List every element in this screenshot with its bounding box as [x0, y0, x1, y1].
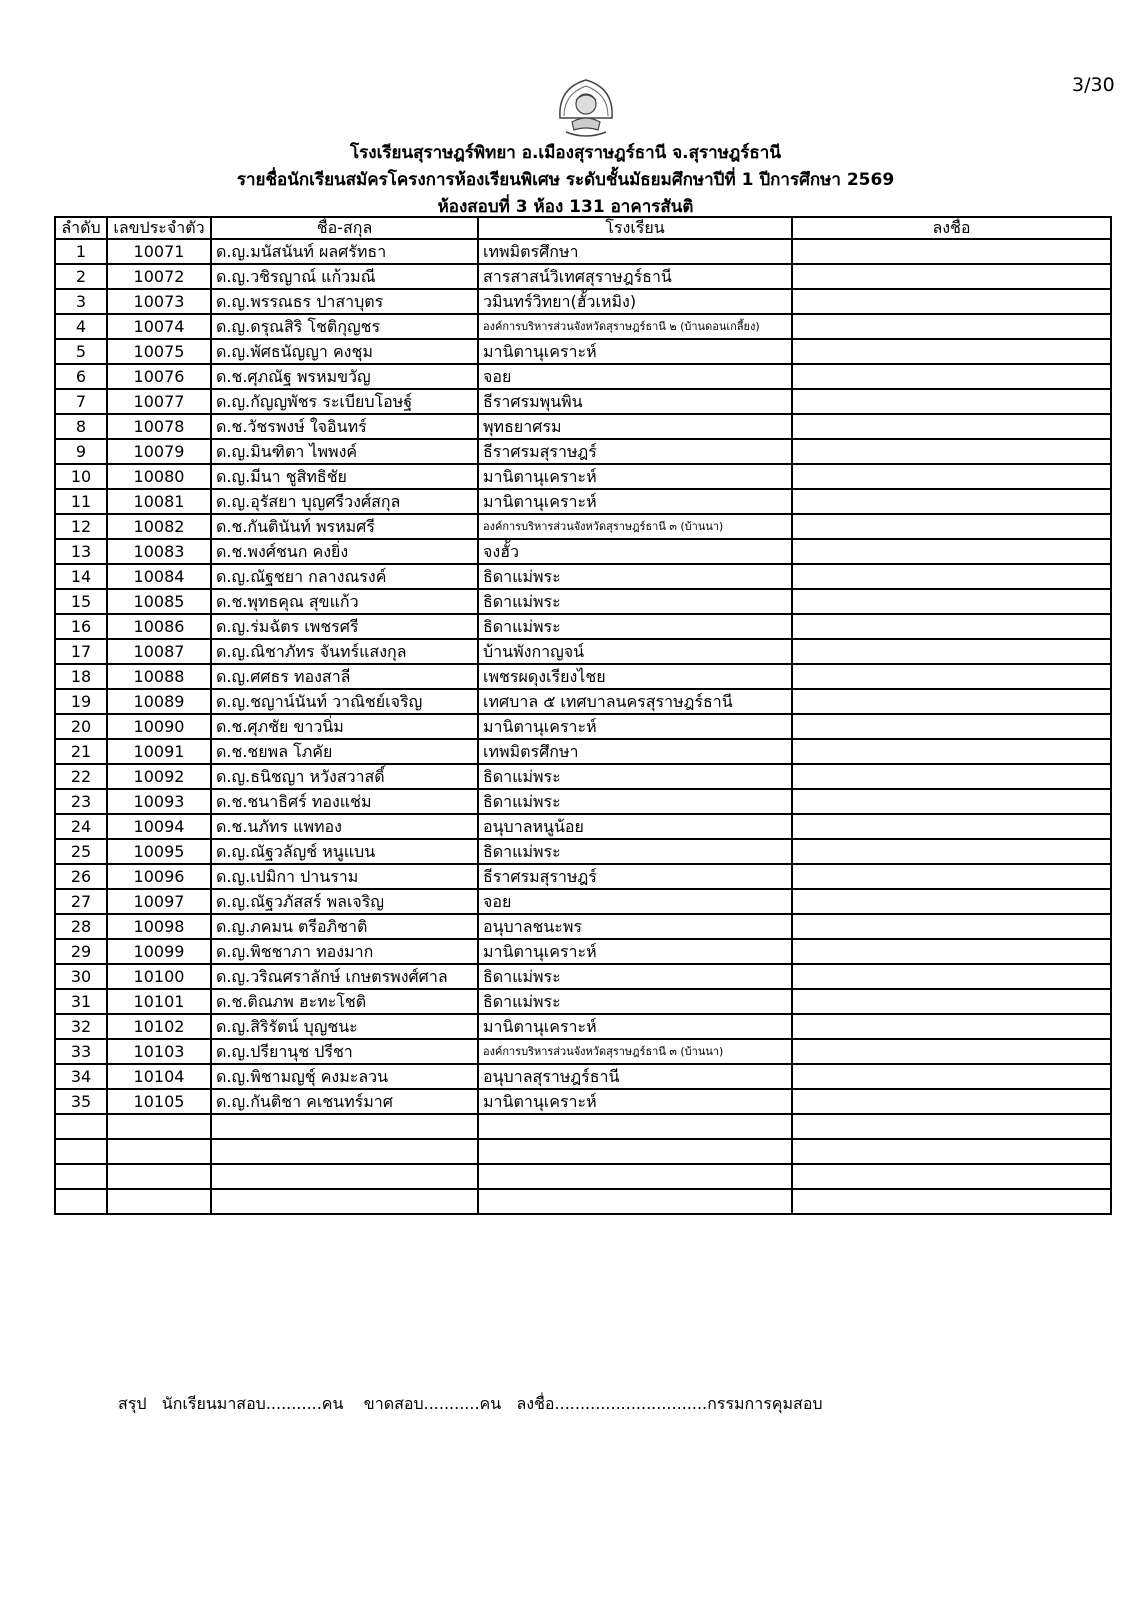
cell-school: จอย: [478, 364, 792, 389]
table-row: [55, 389, 1111, 414]
cell-school: ธิดาแม่พระ: [478, 789, 792, 814]
cell-order: 1: [55, 239, 107, 264]
school-name: โรงเรียนสุราษฎร์พิทยา อ.เมืองสุราษฎร์ธานี จ.สุราษฎร์ธานี: [350, 143, 781, 163]
cell-order: 16: [55, 614, 107, 639]
cell-school: มานิตานุเคราะห์: [478, 339, 792, 364]
cell-signature: [792, 639, 1111, 664]
cell-order: 5: [55, 339, 107, 364]
cell-name: ด.ญ.ณัฐวลัญช์ หนูแบน: [211, 839, 478, 864]
cell-signature: [792, 964, 1111, 989]
cell-order: 25: [55, 839, 107, 864]
table-row: [55, 814, 1111, 839]
cell-order: 23: [55, 789, 107, 814]
cell-school: เทพมิตรศึกษา: [478, 739, 792, 764]
table-row: [55, 1064, 1111, 1089]
cell-order: 14: [55, 564, 107, 589]
table-row: [55, 364, 1111, 389]
cell-order: 13: [55, 539, 107, 564]
cell-name: ด.ญ.ดรุณสิริ โชติกุญชร: [211, 314, 478, 339]
table-row: [55, 464, 1111, 489]
cell-name: ด.ญ.ณัฐชยา กลางณรงค์: [211, 564, 478, 589]
cell-signature: [792, 389, 1111, 414]
cell-student-id: 10089: [107, 689, 211, 714]
cell-order: 19: [55, 689, 107, 714]
cell-signature: [792, 589, 1111, 614]
table-row: [55, 1089, 1111, 1114]
cell-order: 30: [55, 964, 107, 989]
cell-name: ด.ญ.พัศธนัญญา คงชุม: [211, 339, 478, 364]
cell-school: จอย: [478, 889, 792, 914]
cell-order: 22: [55, 764, 107, 789]
cell-order: 27: [55, 889, 107, 914]
cell-school: [478, 1189, 792, 1214]
cell-order: 35: [55, 1089, 107, 1114]
table-row: [55, 1189, 1111, 1214]
cell-school: มานิตานุเคราะห์: [478, 714, 792, 739]
cell-name: ด.ญ.วริณศราลักษ์ เกษตรพงศ์ศาล: [211, 964, 478, 989]
cell-order: 21: [55, 739, 107, 764]
cell-name: ด.ช.กันตินันท์ พรหมศรี: [211, 514, 478, 539]
cell-signature: [792, 539, 1111, 564]
cell-signature: [792, 314, 1111, 339]
cell-signature: [792, 814, 1111, 839]
cell-student-id: 10081: [107, 489, 211, 514]
cell-school: ธิดาแม่พระ: [478, 764, 792, 789]
cell-name: ด.ช.นภัทร แพทอง: [211, 814, 478, 839]
cell-school: มานิตานุเคราะห์: [478, 1089, 792, 1114]
cell-student-id: 10088: [107, 664, 211, 689]
cell-order: 2: [55, 264, 107, 289]
cell-name: ด.ญ.พิชามญชุ์ คงมะลวน: [211, 1064, 478, 1089]
table-row: [55, 289, 1111, 314]
cell-signature: [792, 364, 1111, 389]
table-row: [55, 1164, 1111, 1189]
cell-order: 20: [55, 714, 107, 739]
column-header-signature: ลงชื่อ: [792, 217, 1111, 239]
cell-name: ด.ญ.ร่มฉัตร เพชรศรี: [211, 614, 478, 639]
cell-order: 17: [55, 639, 107, 664]
cell-signature: [792, 689, 1111, 714]
cell-order: [55, 1189, 107, 1214]
cell-school: สารสาสน์วิเทศสุราษฎร์ธานี: [478, 264, 792, 289]
table-row: [55, 714, 1111, 739]
cell-order: 8: [55, 414, 107, 439]
cell-school: อนุบาลสุราษฎร์ธานี: [478, 1064, 792, 1089]
cell-order: 9: [55, 439, 107, 464]
cell-school: จงฮั้ว: [478, 539, 792, 564]
cell-student-id: 10100: [107, 964, 211, 989]
cell-name: ด.ญ.ศศธร ทองสาลี: [211, 664, 478, 689]
cell-student-id: 10099: [107, 939, 211, 964]
cell-school: อนุบาลชนะพร: [478, 914, 792, 939]
cell-student-id: [107, 1139, 211, 1164]
cell-name: ด.ช.พงศ์ชนก คงยิ่ง: [211, 539, 478, 564]
cell-school: ธีราศรมสุราษฎร์: [478, 864, 792, 889]
cell-signature: [792, 1164, 1111, 1189]
cell-signature: [792, 1014, 1111, 1039]
student-roster-table: [54, 216, 1112, 1215]
cell-signature: [792, 489, 1111, 514]
cell-school: ธิดาแม่พระ: [478, 589, 792, 614]
cell-school: [478, 1139, 792, 1164]
cell-school: ธิดาแม่พระ: [478, 564, 792, 589]
table-row: [55, 539, 1111, 564]
column-header-student-id: เลขประจำตัว: [107, 217, 211, 239]
table-row: [55, 664, 1111, 689]
cell-signature: [792, 664, 1111, 689]
cell-name: ด.ญ.มนัสนันท์ ผลศรัทธา: [211, 239, 478, 264]
cell-name: ด.ญ.ธนิชญา หวังสวาสดิ์: [211, 764, 478, 789]
cell-school: องค์การบริหารส่วนจังหวัดสุราษฎร์ธานี ๓ (บ้านนา): [478, 514, 792, 539]
cell-name: ด.ญ.ณิชาภัทร จันทร์แสงกุล: [211, 639, 478, 664]
table-row: [55, 264, 1111, 289]
table-row: [55, 1039, 1111, 1064]
cell-name: ด.ญ.สิริรัตน์ บุญชนะ: [211, 1014, 478, 1039]
table-row: [55, 939, 1111, 964]
cell-signature: [792, 264, 1111, 289]
cell-student-id: 10093: [107, 789, 211, 814]
cell-name: ด.ญ.ภคมน ตรีอภิชาติ: [211, 914, 478, 939]
cell-name: ด.ญ.เปมิกา ปานราม: [211, 864, 478, 889]
document-header: [0, 140, 1131, 221]
cell-name: ด.ญ.ชญาน์นันท์ วาณิชย์เจริญ: [211, 689, 478, 714]
cell-signature: [792, 714, 1111, 739]
table-row: [55, 239, 1111, 264]
cell-order: 11: [55, 489, 107, 514]
cell-student-id: 10098: [107, 914, 211, 939]
cell-student-id: 10104: [107, 1064, 211, 1089]
cell-order: 29: [55, 939, 107, 964]
cell-student-id: 10075: [107, 339, 211, 364]
cell-name: ด.ญ.กันติชา คเชนทร์มาศ: [211, 1089, 478, 1114]
cell-signature: [792, 289, 1111, 314]
cell-student-id: 10073: [107, 289, 211, 314]
cell-order: [55, 1164, 107, 1189]
cell-name: ด.ญ.ณัฐวภัสสร์ พลเจริญ: [211, 889, 478, 914]
cell-student-id: 10071: [107, 239, 211, 264]
page-number: 3/30: [1072, 74, 1115, 96]
cell-student-id: 10084: [107, 564, 211, 589]
cell-signature: [792, 1039, 1111, 1064]
cell-student-id: 10074: [107, 314, 211, 339]
cell-order: 6: [55, 364, 107, 389]
cell-school: ธิดาแม่พระ: [478, 964, 792, 989]
cell-order: 10: [55, 464, 107, 489]
table-row: [55, 489, 1111, 514]
cell-school: อนุบาลหนูน้อย: [478, 814, 792, 839]
cell-signature: [792, 939, 1111, 964]
cell-school: เพชรผดุงเรียงไชย: [478, 664, 792, 689]
document-title: รายชื่อนักเรียนสมัครโครงการห้องเรียนพิเศษ ระดับชั้นมัธยมศึกษาปีที่ 1 ปีการศึกษา 2569: [236, 170, 895, 190]
cell-student-id: [107, 1164, 211, 1189]
cell-name: [211, 1164, 478, 1189]
cell-student-id: 10072: [107, 264, 211, 289]
cell-school: เทศบาล ๕ เทศบาลนครสุราษฎร์ธานี: [478, 689, 792, 714]
cell-order: 33: [55, 1039, 107, 1064]
cell-order: 28: [55, 914, 107, 939]
cell-school: วมินทร์วิทยา(ฮั้วเหมิง): [478, 289, 792, 314]
cell-signature: [792, 564, 1111, 589]
cell-student-id: 10083: [107, 539, 211, 564]
table-header-row: [55, 217, 1111, 239]
table-row: [55, 1014, 1111, 1039]
cell-signature: [792, 789, 1111, 814]
cell-order: 7: [55, 389, 107, 414]
cell-school: มานิตานุเคราะห์: [478, 464, 792, 489]
cell-name: [211, 1139, 478, 1164]
cell-name: ด.ญ.กัญญพัชร ระเบียบโอษฐ์: [211, 389, 478, 414]
cell-name: ด.ญ.มินฑิตา ไพพงค์: [211, 439, 478, 464]
cell-signature: [792, 339, 1111, 364]
exam-room: ห้องสอบที่ 3 ห้อง 131 อาคารสันติ: [437, 197, 694, 217]
cell-name: ด.ญ.มีนา ชูสิทธิชัย: [211, 464, 478, 489]
table-row: [55, 639, 1111, 664]
cell-school: มานิตานุเคราะห์: [478, 1014, 792, 1039]
column-header-order: ลำดับ: [55, 217, 107, 239]
cell-name: ด.ญ.อุรัสยา บุญศรีวงศ์สกุล: [211, 489, 478, 514]
cell-name: [211, 1114, 478, 1139]
cell-signature: [792, 1114, 1111, 1139]
cell-school: องค์การบริหารส่วนจังหวัดสุราษฎร์ธานี ๓ (บ้านนา): [478, 1039, 792, 1064]
cell-student-id: 10105: [107, 1089, 211, 1114]
cell-student-id: 10078: [107, 414, 211, 439]
cell-student-id: 10094: [107, 814, 211, 839]
table-row: [55, 414, 1111, 439]
summary-line: สรุป นักเรียนมาสอบ...........คน ขาดสอบ...........คน ลงชื่อ..............................กรรมการคุมสอบ: [118, 1394, 823, 1413]
cell-signature: [792, 414, 1111, 439]
cell-school: พุทธยาศรม: [478, 414, 792, 439]
cell-signature: [792, 864, 1111, 889]
cell-school: ธิดาแม่พระ: [478, 839, 792, 864]
cell-signature: [792, 1089, 1111, 1114]
cell-school: บ้านพังกาญจน์: [478, 639, 792, 664]
table-row: [55, 764, 1111, 789]
cell-order: 26: [55, 864, 107, 889]
cell-student-id: [107, 1189, 211, 1214]
cell-order: 4: [55, 314, 107, 339]
table-row: [55, 614, 1111, 639]
cell-signature: [792, 464, 1111, 489]
cell-order: 12: [55, 514, 107, 539]
cell-student-id: 10096: [107, 864, 211, 889]
cell-order: 32: [55, 1014, 107, 1039]
cell-student-id: 10090: [107, 714, 211, 739]
cell-order: [55, 1139, 107, 1164]
cell-student-id: 10076: [107, 364, 211, 389]
cell-order: [55, 1114, 107, 1139]
table-row: [55, 914, 1111, 939]
cell-school: ธีราศรมสุราษฎร์: [478, 439, 792, 464]
table-row: [55, 864, 1111, 889]
cell-name: ด.ช.ชนาธิศร์ ทองแช่ม: [211, 789, 478, 814]
cell-signature: [792, 614, 1111, 639]
cell-signature: [792, 1189, 1111, 1214]
table-row: [55, 439, 1111, 464]
cell-student-id: 10080: [107, 464, 211, 489]
table-row: [55, 789, 1111, 814]
cell-student-id: 10095: [107, 839, 211, 864]
table-row: [55, 964, 1111, 989]
cell-student-id: 10092: [107, 764, 211, 789]
cell-signature: [792, 989, 1111, 1014]
cell-name: ด.ช.วัชรพงษ์ ใจอินทร์: [211, 414, 478, 439]
cell-name: ด.ช.พุทธคุณ สุขแก้ว: [211, 589, 478, 614]
cell-school: องค์การบริหารส่วนจังหวัดสุราษฎร์ธานี ๒ (บ้านดอนเกลี้ยง): [478, 314, 792, 339]
cell-order: 3: [55, 289, 107, 314]
table-row: [55, 339, 1111, 364]
cell-school: ธีราศรมพุนพิน: [478, 389, 792, 414]
cell-signature: [792, 889, 1111, 914]
cell-school: ธิดาแม่พระ: [478, 614, 792, 639]
cell-student-id: 10077: [107, 389, 211, 414]
cell-name: [211, 1189, 478, 1214]
cell-name: ด.ญ.วชิรญาณ์ แก้วมณี: [211, 264, 478, 289]
table-row: [55, 989, 1111, 1014]
cell-school: มานิตานุเคราะห์: [478, 939, 792, 964]
table-row: [55, 1139, 1111, 1164]
cell-student-id: 10082: [107, 514, 211, 539]
cell-name: ด.ช.ติณภพ ฮะทะโชติ: [211, 989, 478, 1014]
table-row: [55, 314, 1111, 339]
cell-school: [478, 1114, 792, 1139]
table-row: [55, 564, 1111, 589]
cell-school: ธิดาแม่พระ: [478, 989, 792, 1014]
cell-student-id: 10097: [107, 889, 211, 914]
cell-signature: [792, 239, 1111, 264]
cell-name: ด.ญ.พิชชาภา ทองมาก: [211, 939, 478, 964]
cell-order: 31: [55, 989, 107, 1014]
cell-signature: [792, 764, 1111, 789]
cell-order: 18: [55, 664, 107, 689]
cell-signature: [792, 839, 1111, 864]
cell-school: มานิตานุเคราะห์: [478, 489, 792, 514]
table-row: [55, 739, 1111, 764]
cell-student-id: 10079: [107, 439, 211, 464]
cell-school: [478, 1164, 792, 1189]
cell-student-id: 10102: [107, 1014, 211, 1039]
cell-signature: [792, 914, 1111, 939]
cell-name: ด.ช.ชยพล โภคัย: [211, 739, 478, 764]
cell-student-id: 10087: [107, 639, 211, 664]
cell-signature: [792, 439, 1111, 464]
cell-order: 15: [55, 589, 107, 614]
cell-name: ด.ญ.พรรณธร ปาสาบุตร: [211, 289, 478, 314]
table-row: [55, 689, 1111, 714]
cell-signature: [792, 1064, 1111, 1089]
table-row: [55, 589, 1111, 614]
cell-signature: [792, 739, 1111, 764]
cell-name: ด.ญ.ปรียานุช ปรีชา: [211, 1039, 478, 1064]
cell-name: ด.ช.ศุภชัย ขาวนิ่ม: [211, 714, 478, 739]
table-row: [55, 1114, 1111, 1139]
cell-student-id: [107, 1114, 211, 1139]
table-row: [55, 839, 1111, 864]
cell-school: เทพมิตรศึกษา: [478, 239, 792, 264]
column-header-school: โรงเรียน: [478, 217, 792, 239]
cell-signature: [792, 514, 1111, 539]
cell-order: 34: [55, 1064, 107, 1089]
table-body: [55, 239, 1111, 1214]
cell-student-id: 10085: [107, 589, 211, 614]
cell-student-id: 10103: [107, 1039, 211, 1064]
cell-student-id: 10101: [107, 989, 211, 1014]
table-row: [55, 889, 1111, 914]
cell-order: 24: [55, 814, 107, 839]
cell-student-id: 10091: [107, 739, 211, 764]
school-emblem-icon: [554, 74, 618, 144]
cell-name: ด.ช.ศุภณัฐ พรหมขวัญ: [211, 364, 478, 389]
table-row: [55, 514, 1111, 539]
cell-student-id: 10086: [107, 614, 211, 639]
column-header-name: ชื่อ-สกุล: [211, 217, 478, 239]
cell-signature: [792, 1139, 1111, 1164]
